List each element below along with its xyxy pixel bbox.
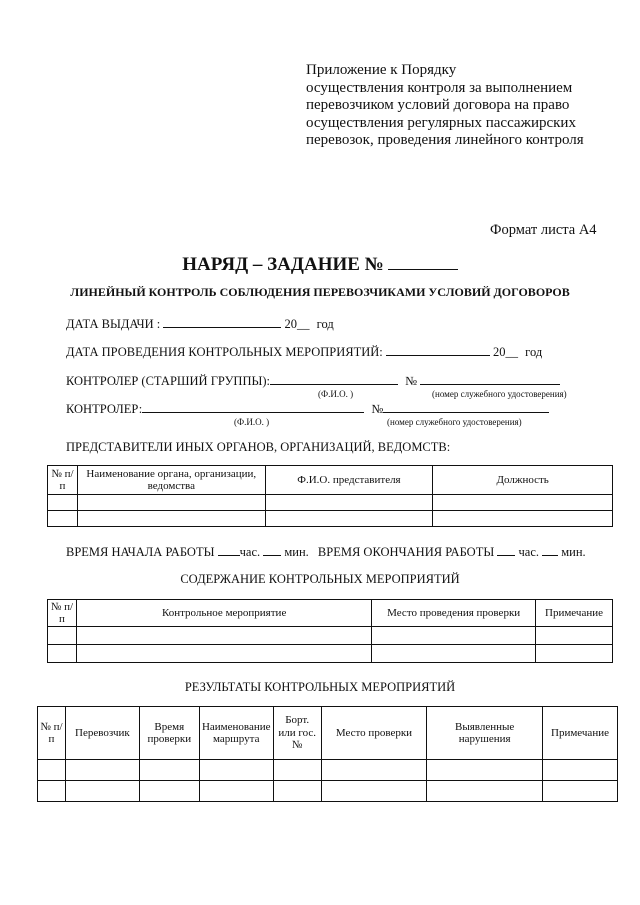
table-cell[interactable] [48, 627, 77, 645]
work-end-label: ВРЕМЯ ОКОНЧАНИЯ РАБОТЫ [317, 545, 495, 559]
table-cell[interactable] [372, 645, 536, 663]
work-end-hours-field[interactable] [497, 544, 515, 556]
issue-date-row [66, 316, 334, 332]
hours-unit: час. [239, 545, 261, 559]
work-start-hours-field[interactable] [218, 544, 240, 556]
senior-controller-label: КОНТРОЛЕР (СТАРШИЙ ГРУППЫ): [66, 374, 271, 388]
issue-date-label: ДАТА ВЫДАЧИ : [66, 317, 161, 331]
senior-controller-fio-field[interactable] [270, 373, 398, 385]
minutes-unit: мин. [284, 545, 309, 559]
table-cell[interactable] [427, 781, 543, 802]
event-date-year-suffix: год [525, 345, 543, 359]
representatives-label: ПРЕДСТАВИТЕЛИ ИНЫХ ОРГАНОВ, ОРГАНИЗАЦИЙ, ВЕДОМСТВ: [66, 440, 451, 454]
header-cell: Борт. или гос. № [273, 707, 321, 760]
header-cell: Должность [433, 466, 613, 495]
table-row [48, 511, 613, 527]
header-cell: № п/п [48, 466, 78, 495]
work-start-minutes-field[interactable] [263, 544, 281, 556]
table-cell[interactable] [265, 511, 433, 527]
event-date-row [66, 344, 542, 360]
table-row [48, 645, 613, 663]
results-section-title: РЕЗУЛЬТАТЫ КОНТРОЛЬНЫХ МЕРОПРИЯТИЙ [184, 680, 456, 694]
controller-fio-field[interactable] [142, 401, 364, 413]
table-row [48, 495, 613, 511]
header-cell: № п/п [48, 600, 77, 627]
appendix-note [306, 62, 584, 150]
appendix-line: осуществления регулярных пассажирских [306, 114, 576, 131]
table-cell[interactable] [536, 645, 613, 663]
table-cell[interactable] [265, 495, 433, 511]
content-table [47, 599, 613, 663]
page-subtitle: ЛИНЕЙНЫЙ КОНТРОЛЬ СОБЛЮДЕНИЯ ПЕРЕВОЗЧИКАМИ УСЛОВИЙ ДОГОВОРОВ [70, 285, 570, 299]
table-cell[interactable] [76, 627, 371, 645]
header-cell: Время проверки [139, 707, 199, 760]
table-cell[interactable] [48, 495, 78, 511]
senior-controller-id-field[interactable] [420, 373, 560, 385]
senior-controller-id-hint: (номер служебного удостоверения) [432, 389, 567, 399]
controller-row [66, 401, 549, 417]
table-cell[interactable] [321, 781, 427, 802]
appendix-line: Приложение к Порядку [306, 62, 457, 78]
table-row [38, 781, 618, 802]
senior-controller-fio-hint: (Ф.И.О. ) [318, 389, 354, 399]
table-cell[interactable] [427, 760, 543, 781]
table-cell[interactable] [48, 645, 77, 663]
header-cell: Ф.И.О. представителя [265, 466, 433, 495]
table-cell[interactable] [38, 781, 66, 802]
representatives-table [47, 465, 613, 527]
header-cell: Контрольное мероприятие [76, 600, 371, 627]
appendix-line: осуществления контроля за выполнением [306, 79, 573, 96]
header-cell: Место проведения проверки [372, 600, 536, 627]
table-cell[interactable] [433, 511, 613, 527]
format-label: Формат листа А4 [490, 222, 597, 238]
header-cell: Наименование маршрута [199, 707, 273, 760]
table-cell[interactable] [48, 511, 78, 527]
work-start-label: ВРЕМЯ НАЧАЛА РАБОТЫ [66, 545, 215, 559]
title-text: НАРЯД – ЗАДАНИЕ № [182, 254, 384, 275]
table-header-row [48, 600, 613, 627]
table-cell[interactable] [77, 495, 265, 511]
table-cell[interactable] [321, 760, 427, 781]
event-date-field[interactable] [386, 344, 490, 356]
table-cell[interactable] [139, 760, 199, 781]
table-cell[interactable] [65, 781, 139, 802]
issue-date-year-suffix: год [316, 317, 334, 331]
header-cell: Перевозчик [65, 707, 139, 760]
table-row [48, 627, 613, 645]
controller-number-sign: № [371, 402, 384, 416]
table-header-row [48, 466, 613, 495]
table-cell[interactable] [76, 645, 371, 663]
table-cell[interactable] [77, 511, 265, 527]
senior-controller-row [66, 373, 560, 389]
table-cell[interactable] [273, 760, 321, 781]
work-time-row [66, 544, 586, 560]
event-date-year: 20__ [493, 345, 519, 359]
work-end-minutes-field[interactable] [542, 544, 558, 556]
header-cell: Выявленные нарушения [427, 707, 543, 760]
header-cell: № п/п [38, 707, 66, 760]
title-number-blank[interactable] [388, 255, 458, 270]
header-cell: Место проверки [321, 707, 427, 760]
table-cell[interactable] [536, 627, 613, 645]
table-cell[interactable] [543, 760, 618, 781]
issue-date-year: 20__ [284, 317, 310, 331]
minutes-unit: мин. [561, 545, 586, 559]
controller-id-hint: (номер служебного удостоверения) [387, 417, 522, 427]
content-section-title: СОДЕРЖАНИЕ КОНТРОЛЬНЫХ МЕРОПРИЯТИЙ [180, 572, 460, 586]
header-cell: Наименование органа, организации, ведомства [77, 466, 265, 495]
table-cell[interactable] [139, 781, 199, 802]
table-cell[interactable] [199, 760, 273, 781]
results-table [37, 706, 618, 802]
header-cell: Примечание [536, 600, 613, 627]
appendix-line: перевозок, проведения линейного контроля [306, 132, 584, 148]
table-cell[interactable] [543, 781, 618, 802]
header-cell: Примечание [543, 707, 618, 760]
table-cell[interactable] [273, 781, 321, 802]
controller-id-field[interactable] [383, 401, 549, 413]
table-cell[interactable] [372, 627, 536, 645]
table-cell[interactable] [199, 781, 273, 802]
hours-unit: час. [518, 545, 539, 559]
appendix-line: перевозчиком условий договора на право [306, 97, 570, 113]
table-cell[interactable] [38, 760, 66, 781]
issue-date-field[interactable] [163, 316, 281, 328]
table-row [38, 760, 618, 781]
table-cell[interactable] [433, 495, 613, 511]
page-title [0, 254, 640, 276]
table-cell[interactable] [65, 760, 139, 781]
senior-controller-number-sign: № [405, 374, 418, 388]
controller-fio-hint: (Ф.И.О. ) [234, 417, 270, 427]
event-date-label: ДАТА ПРОВЕДЕНИЯ КОНТРОЛЬНЫХ МЕРОПРИЯТИЙ: [66, 345, 383, 359]
controller-label: КОНТРОЛЕР: [66, 402, 143, 416]
table-header-row [38, 707, 618, 760]
